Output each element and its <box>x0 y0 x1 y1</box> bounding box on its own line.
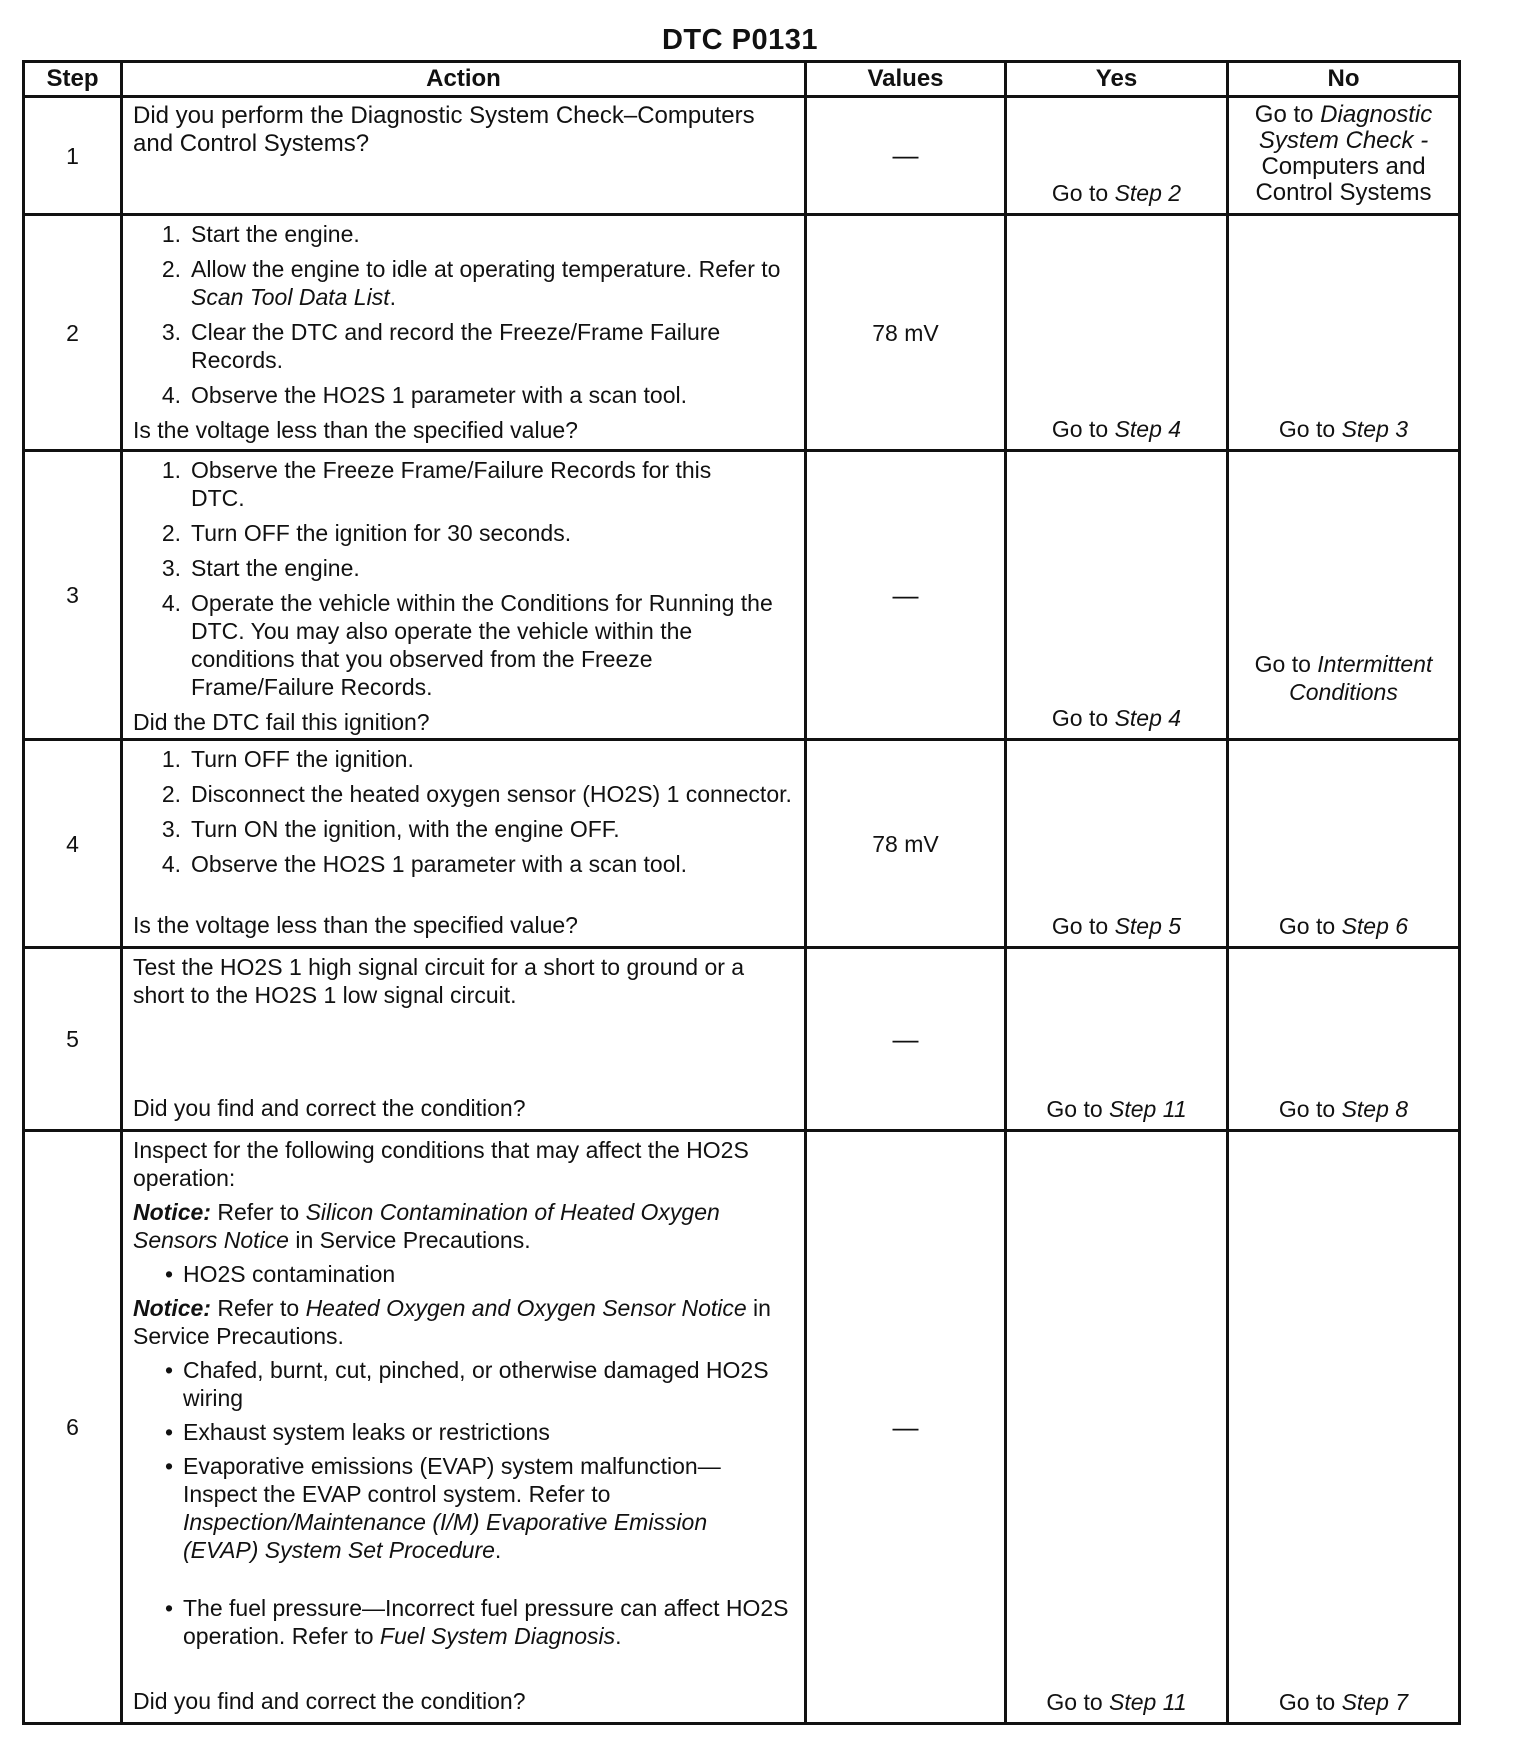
notice-suffix: in Service Precautions. <box>133 1295 771 1349</box>
list-text: Start the engine. <box>191 221 360 247</box>
no-prefix: Go to <box>1278 416 1336 442</box>
list-text: Evaporative emissions (EVAP) system malfunction—Inspect the EVAP control system. Refer to <box>183 1453 721 1507</box>
list-text: Clear the DTC and record the Freeze/Frame Failure Records. <box>191 319 721 373</box>
list-item <box>133 220 798 248</box>
action-text: Test the HO2S 1 high signal circuit for a short to ground or a short to the HO2S 1 low signal circuit. <box>133 954 745 1008</box>
action-cell <box>122 215 806 451</box>
reference-link[interactable]: Heated Oxygen and Oxygen Sensor Notice <box>305 1295 747 1321</box>
yes-prefix: Go to <box>1051 705 1109 731</box>
reference-link[interactable]: Inspection/Maintenance (I/M) Evaporative Emission (EVAP) System Set Procedure <box>183 1509 708 1563</box>
list-number: 2. <box>161 520 181 546</box>
list-text: Operate the vehicle within the Conditions for Running the DTC. You may also operate the vehicle within the conditions that you observed from the Freeze Frame/Failure Records. <box>191 590 773 700</box>
list-number: 2. <box>161 781 181 807</box>
page-title: DTC P0131 <box>661 24 818 56</box>
yes-step-link[interactable]: Step 2 <box>1114 180 1182 206</box>
list-item <box>133 519 798 547</box>
header-row <box>24 62 1460 97</box>
bullet: • <box>164 1419 173 1445</box>
action-question: Did you find and correct the condition? <box>133 1095 526 1121</box>
period: . <box>615 1623 622 1649</box>
value-cell <box>806 948 1006 1131</box>
no-cell <box>1228 215 1460 451</box>
action-cell <box>122 740 806 948</box>
action-question: Did you perform the Diagnostic System Check–Computers <box>133 102 755 129</box>
value-cell <box>806 1131 1006 1724</box>
value-cell <box>806 451 1006 740</box>
list-text: Observe the Freeze Frame/Failure Records for this DTC. <box>191 457 712 511</box>
no-cell <box>1228 948 1460 1131</box>
yes-cell <box>1006 740 1228 948</box>
no-prefix: Go to <box>1278 913 1336 939</box>
table-row <box>24 451 1460 740</box>
no-cell <box>1228 740 1460 948</box>
list-item: 2. Allow the engine to idle at operating temperature. Refer to Scan Tool Data List. <box>133 255 798 311</box>
yes-cell <box>1006 451 1228 740</box>
action-cell <box>122 948 806 1131</box>
list-item <box>133 318 798 374</box>
list-text: Observe the HO2S 1 parameter with a scan tool. <box>191 382 688 408</box>
notice-label: Notice: <box>133 1295 211 1321</box>
list-item <box>133 745 798 773</box>
list-text: Start the engine. <box>191 555 360 581</box>
list-number: 3. <box>161 816 181 842</box>
period: . <box>494 1537 502 1563</box>
action-cell <box>122 1131 806 1724</box>
list-item <box>133 1260 798 1288</box>
list-text: Turn OFF the ignition. <box>191 746 414 772</box>
no-step-link[interactable]: Intermittent Conditions <box>1289 651 1433 705</box>
list-number: 4. <box>161 382 181 408</box>
bullet: • <box>164 1595 173 1621</box>
table-row <box>24 215 1460 451</box>
no-prefix: Go to <box>1278 1096 1336 1122</box>
list-number: 1. <box>161 457 181 483</box>
diagnostic-table <box>22 60 1461 1725</box>
yes-step-link[interactable]: Step 11 <box>1109 1096 1187 1122</box>
yes-cell <box>1006 1131 1228 1724</box>
list-item <box>133 1418 798 1446</box>
header-values: Values <box>806 62 1006 97</box>
header-action: Action <box>122 62 806 97</box>
step-number: 5 <box>24 948 122 1131</box>
action-text: Inspect for the following conditions that may affect the HO2S operation: <box>133 1137 749 1191</box>
header-no: No <box>1228 62 1460 97</box>
notice-paragraph <box>133 1198 798 1254</box>
yes-prefix: Go to <box>1046 1096 1103 1122</box>
reference-link[interactable]: Fuel System Diagnosis <box>379 1623 616 1649</box>
table-row <box>24 1131 1460 1724</box>
yes-prefix: Go to <box>1046 1689 1103 1715</box>
notice-suffix: in Service Precautions. <box>295 1227 531 1253</box>
bullet: • <box>164 1261 173 1287</box>
no-step-link[interactable]: Diagnostic System Check - <box>1258 101 1433 154</box>
yes-prefix: Go to <box>1051 416 1109 442</box>
list-number: 4. <box>161 590 181 616</box>
list-item <box>133 850 798 878</box>
list-text: Turn ON the ignition, with the engine OFF. <box>191 816 620 842</box>
no-step-link[interactable]: Step 3 <box>1341 416 1409 442</box>
yes-step-link[interactable]: Step 4 <box>1114 705 1182 731</box>
no-cell <box>1228 1131 1460 1724</box>
list-text: Disconnect the heated oxygen sensor (HO2S) 1 connector. <box>191 781 792 807</box>
value-cell: 78 mV <box>806 740 1006 948</box>
yes-cell <box>1006 215 1228 451</box>
step-number: 4 <box>24 740 122 948</box>
header-yes: Yes <box>1006 62 1228 97</box>
table-row <box>24 740 1460 948</box>
yes-cell <box>1006 948 1228 1131</box>
yes-step-link[interactable]: Step 4 <box>1114 416 1182 442</box>
step-number: 2 <box>24 215 122 451</box>
table-row <box>24 97 1460 215</box>
list-text: Turn OFF the ignition for 30 seconds. <box>191 520 572 546</box>
list-item <box>133 589 798 701</box>
list-text: The fuel pressure—Incorrect fuel pressure can affect HO2S operation. Refer to <box>183 1595 789 1649</box>
value-text: — <box>892 1411 919 1442</box>
refer-prefix: Refer to <box>698 256 781 282</box>
list-text: HO2S contamination <box>183 1261 396 1287</box>
list-item <box>133 554 798 582</box>
reference-link[interactable]: Scan Tool Data List <box>191 284 390 310</box>
action-question: Did the DTC fail this ignition? <box>133 709 430 735</box>
list-text: Chafed, burnt, cut, pinched, or otherwise damaged HO2S wiring <box>183 1357 769 1411</box>
action-list <box>133 745 798 885</box>
no-prefix: Go to <box>1254 101 1314 128</box>
refer-prefix: Refer to <box>217 1295 300 1321</box>
no-step-link[interactable]: Step 6 <box>1341 913 1409 939</box>
list-item <box>133 381 798 409</box>
list-item <box>133 815 798 843</box>
value-text: — <box>892 1023 919 1054</box>
yes-cell <box>1006 97 1228 215</box>
list-item <box>133 1452 798 1564</box>
action-list <box>133 456 798 708</box>
list-text: Exhaust system leaks or restrictions <box>183 1419 550 1445</box>
action-list <box>133 220 798 416</box>
value-text: — <box>892 579 919 610</box>
header-step: Step <box>24 62 122 97</box>
yes-prefix: Go to <box>1051 913 1109 939</box>
step-number: 6 <box>24 1131 122 1724</box>
no-cell <box>1228 451 1460 740</box>
table-row <box>24 948 1460 1131</box>
list-item <box>133 780 798 808</box>
action-question: and Control Systems? <box>133 130 370 157</box>
action-question: Did you find and correct the condition? <box>133 1688 526 1714</box>
no-step-link[interactable]: Step 7 <box>1341 1689 1409 1715</box>
no-prefix: Go to <box>1254 651 1311 677</box>
list-number: 3. <box>161 555 181 581</box>
refer-prefix: Refer to <box>217 1199 300 1225</box>
action-question: Is the voltage less than the specified value? <box>133 912 578 938</box>
step-number: 1 <box>24 97 122 215</box>
list-number: 1. <box>161 221 181 247</box>
notice-label: Notice: <box>133 1199 211 1225</box>
notice-paragraph <box>133 1294 798 1350</box>
list-number: 4. <box>161 851 181 877</box>
action-cell <box>122 97 806 215</box>
list-number: 2. <box>161 256 181 282</box>
list-text: Allow the engine to idle at operating temperature. <box>191 256 693 282</box>
yes-step-link[interactable]: Step 11 <box>1109 1689 1187 1715</box>
value-text: — <box>892 140 919 170</box>
list-number: 1. <box>161 746 181 772</box>
list-item <box>133 456 798 512</box>
no-suffix: Computers and Control Systems <box>1255 153 1432 206</box>
step-number: 3 <box>24 451 122 740</box>
list-text: Observe the HO2S 1 parameter with a scan tool. <box>191 851 688 877</box>
yes-step-link[interactable]: Step 5 <box>1114 913 1182 939</box>
bullet: • <box>164 1357 173 1383</box>
action-cell <box>122 451 806 740</box>
reference-link[interactable]: Silicon Contamination of Heated Oxygen Sensors Notice <box>133 1199 720 1253</box>
value-cell <box>806 97 1006 215</box>
list-item <box>133 1356 798 1412</box>
no-prefix: Go to <box>1278 1689 1336 1715</box>
no-cell <box>1228 97 1460 215</box>
no-step-link[interactable]: Step 8 <box>1341 1096 1409 1122</box>
yes-prefix: Go to <box>1051 180 1109 206</box>
bullet: • <box>164 1453 173 1479</box>
list-item <box>133 1594 798 1650</box>
value-cell: 78 mV <box>806 215 1006 451</box>
action-question: Is the voltage less than the specified value? <box>133 417 578 443</box>
list-number: 3. <box>161 319 181 345</box>
